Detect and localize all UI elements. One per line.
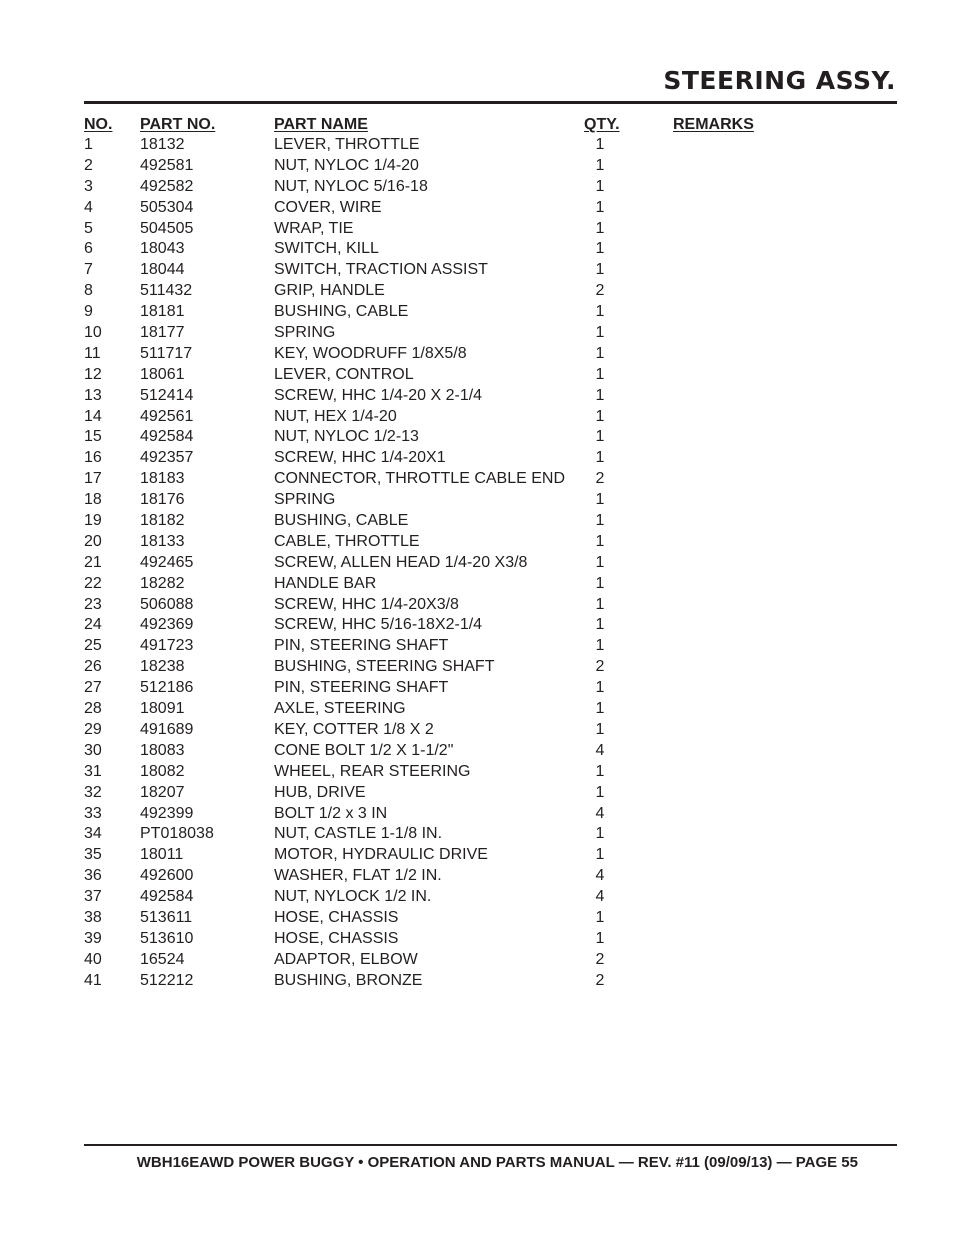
quantity-cell: 1: [595, 198, 605, 216]
part-id-cell: 513611: [140, 908, 193, 926]
quantity-cell: 4: [595, 888, 605, 906]
page-footer: WBH16EAWD POWER BUGGY • OPERATION AND PARTS MANUAL — REV. #11 (09/09/13) — PAGE 55: [136, 1154, 858, 1171]
quantity-cell: 1: [595, 929, 605, 947]
part-name-cell: CABLE, THROTTLE: [274, 532, 420, 550]
part-name-cell: SPRING: [274, 324, 336, 342]
part-name-cell: BUSHING, STEERING SHAFT: [274, 658, 495, 676]
quantity-cell: 2: [595, 282, 605, 300]
quantity-cell: 4: [595, 804, 605, 822]
part-id-cell: 492584: [140, 428, 194, 446]
part-id-cell: 492465: [140, 553, 194, 571]
part-number-cell: 6: [84, 240, 93, 258]
part-number-cell: 13: [84, 386, 102, 404]
part-name-cell: HOSE, CHASSIS: [274, 908, 399, 926]
quantity-cell: 1: [595, 637, 605, 655]
part-id-cell: 491723: [140, 637, 194, 655]
part-name-cell: LEVER, THROTTLE: [274, 136, 420, 153]
table-row: [0, 928, 954, 949]
table-row: [0, 782, 954, 803]
part-name-cell: SCREW, ALLEN HEAD 1/4-20 X3/8: [274, 553, 528, 571]
table-row: [0, 510, 954, 531]
quantity-cell: 2: [595, 971, 605, 989]
table-row: [0, 176, 954, 197]
table-row: [0, 259, 954, 280]
table-row: [0, 468, 954, 489]
quantity-cell: 1: [595, 156, 605, 174]
header-remarks: REMARKS: [673, 116, 754, 133]
part-name-cell: NUT, NYLOC 1/2-13: [274, 428, 419, 446]
quantity-cell: 1: [595, 532, 605, 550]
part-name-cell: PIN, STEERING SHAFT: [274, 679, 449, 697]
part-id-cell: 18177: [140, 324, 185, 342]
part-name-cell: HANDLE BAR: [274, 574, 377, 592]
part-id-cell: 18132: [140, 136, 185, 153]
part-id-cell: 18043: [140, 240, 185, 258]
part-number-cell: 11: [84, 344, 101, 362]
part-number-cell: 40: [84, 950, 102, 968]
part-id-cell: 18082: [140, 762, 185, 780]
part-name-cell: WASHER, FLAT 1/2 IN.: [274, 867, 442, 885]
quantity-cell: 1: [595, 553, 605, 571]
part-id-cell: 18061: [140, 365, 185, 383]
quantity-cell: 1: [595, 783, 605, 801]
table-row: [0, 635, 954, 656]
quantity-cell: 2: [595, 950, 605, 968]
part-id-cell: 18011: [140, 846, 184, 864]
part-number-cell: 29: [84, 720, 102, 738]
part-number-cell: 41: [84, 971, 102, 989]
table-row: [0, 719, 954, 740]
part-name-cell: HUB, DRIVE: [274, 783, 366, 801]
part-name-cell: NUT, CASTLE 1-1/8 IN.: [274, 825, 443, 843]
quantity-cell: 1: [595, 491, 605, 509]
table-row: [0, 823, 954, 844]
part-number-cell: 15: [84, 428, 102, 446]
part-number-cell: 37: [84, 888, 102, 906]
part-id-cell: 511717: [140, 344, 193, 362]
quantity-cell: 1: [595, 616, 605, 634]
part-name-cell: BUSHING, CABLE: [274, 512, 409, 530]
part-name-cell: KEY, COTTER 1/8 X 2: [274, 720, 434, 738]
part-id-cell: 513610: [140, 929, 194, 947]
table-row: [0, 907, 954, 928]
quantity-cell: 1: [595, 720, 605, 738]
table-row: [0, 761, 954, 782]
quantity-cell: 1: [595, 303, 605, 321]
part-name-cell: SCREW, HHC 1/4-20 X 2-1/4: [274, 386, 483, 404]
part-number-cell: 10: [84, 324, 102, 342]
part-name-cell: NUT, NYLOC 5/16-18: [274, 177, 428, 195]
part-name-cell: NUT, HEX 1/4-20: [274, 407, 397, 425]
part-number-cell: 18: [84, 491, 102, 509]
part-name-cell: WHEEL, REAR STEERING: [274, 762, 471, 780]
table-row: [0, 406, 954, 427]
part-id-cell: 504505: [140, 219, 194, 237]
parts-list: [0, 134, 954, 991]
part-name-cell: KEY, WOODRUFF 1/8X5/8: [274, 344, 467, 362]
part-number-cell: 7: [84, 261, 93, 279]
quantity-cell: 1: [595, 762, 605, 780]
part-id-cell: 512186: [140, 679, 194, 697]
part-number-cell: 30: [84, 741, 102, 759]
quantity-cell: 1: [595, 428, 605, 446]
part-name-cell: MOTOR, HYDRAULIC DRIVE: [274, 846, 488, 864]
table-row: [0, 364, 954, 385]
part-name-cell: AXLE, STEERING: [274, 700, 406, 718]
table-row: [0, 280, 954, 301]
part-name-cell: SWITCH, KILL: [274, 240, 379, 258]
quantity-cell: 2: [595, 470, 605, 488]
table-row: [0, 155, 954, 176]
part-number-cell: 31: [84, 762, 102, 780]
part-number-cell: 2: [84, 156, 93, 174]
part-id-cell: 18282: [140, 574, 185, 592]
table-row: [0, 238, 954, 259]
table-row: [0, 970, 954, 991]
quantity-cell: 1: [595, 679, 605, 697]
part-number-cell: 16: [84, 449, 102, 467]
table-row: [0, 385, 954, 406]
quantity-cell: 1: [595, 700, 605, 718]
table-row: [0, 886, 954, 907]
part-name-cell: BOLT 1/2 x 3 IN: [274, 804, 388, 822]
part-id-cell: 18207: [140, 783, 185, 801]
part-number-cell: 32: [84, 783, 102, 801]
part-id-cell: 512212: [140, 971, 194, 989]
table-row: [0, 197, 954, 218]
part-number-cell: 33: [84, 804, 102, 822]
part-number-cell: 14: [84, 407, 102, 425]
quantity-cell: 1: [595, 386, 605, 404]
table-row: [0, 322, 954, 343]
table-row: [0, 426, 954, 447]
part-number-cell: 17: [84, 470, 102, 488]
part-number-cell: 9: [84, 303, 93, 321]
part-number-cell: 12: [84, 365, 102, 383]
part-name-cell: NUT, NYLOCK 1/2 IN.: [274, 888, 432, 906]
table-row: [0, 594, 954, 615]
part-number-cell: 24: [84, 616, 102, 634]
part-name-cell: SCREW, HHC 1/4-20X1: [274, 449, 446, 467]
part-id-cell: 505304: [140, 198, 194, 216]
part-id-cell: 18091: [140, 700, 185, 718]
part-id-cell: 492561: [140, 407, 194, 425]
quantity-cell: 4: [595, 867, 605, 885]
part-number-cell: 8: [84, 282, 93, 300]
part-id-cell: 16524: [140, 950, 185, 968]
part-id-cell: 511432: [140, 282, 193, 300]
table-row: [0, 656, 954, 677]
table-row: [0, 949, 954, 970]
part-name-cell: ADAPTOR, ELBOW: [274, 950, 418, 968]
table-row: [0, 740, 954, 761]
table-row: [0, 865, 954, 886]
quantity-cell: 1: [595, 261, 605, 279]
part-id-cell: 18238: [140, 658, 185, 676]
part-number-cell: 27: [84, 679, 102, 697]
part-id-cell: 492600: [140, 867, 194, 885]
part-name-cell: BUSHING, BRONZE: [274, 971, 423, 989]
quantity-cell: 4: [595, 741, 605, 759]
part-id-cell: 492399: [140, 804, 194, 822]
quantity-cell: 1: [595, 846, 605, 864]
quantity-cell: 1: [595, 324, 605, 342]
quantity-cell: 1: [595, 908, 605, 926]
table-row: [0, 218, 954, 239]
quantity-cell: 1: [595, 512, 605, 530]
table-row: [0, 677, 954, 698]
part-number-cell: 34: [84, 825, 102, 843]
table-row: [0, 573, 954, 594]
table-row: [0, 531, 954, 552]
part-number-cell: 20: [84, 532, 102, 550]
part-id-cell: 492357: [140, 449, 194, 467]
part-number-cell: 38: [84, 908, 102, 926]
table-row: [0, 844, 954, 865]
part-name-cell: CONNECTOR, THROTTLE CABLE END: [274, 470, 566, 488]
table-header: [0, 114, 954, 135]
quantity-cell: 1: [595, 407, 605, 425]
part-name-cell: LEVER, CONTROL: [274, 365, 414, 383]
part-id-cell: 512414: [140, 386, 194, 404]
quantity-cell: 1: [595, 136, 605, 153]
quantity-cell: 1: [595, 240, 605, 258]
quantity-cell: 1: [595, 219, 605, 237]
part-id-cell: 492584: [140, 888, 194, 906]
part-id-cell: 18176: [140, 491, 185, 509]
part-name-cell: WRAP, TIE: [274, 219, 354, 237]
quantity-cell: 1: [595, 449, 605, 467]
part-name-cell: NUT, NYLOC 1/4-20: [274, 156, 419, 174]
part-name-cell: HOSE, CHASSIS: [274, 929, 399, 947]
page-title: STEERING ASSY.: [663, 66, 896, 95]
part-id-cell: 492581: [140, 156, 194, 174]
part-number-cell: 4: [84, 198, 93, 216]
table-row: [0, 803, 954, 824]
part-name-cell: SWITCH, TRACTION ASSIST: [274, 261, 488, 279]
table-row: [0, 134, 954, 155]
part-id-cell: 492582: [140, 177, 194, 195]
part-name-cell: SCREW, HHC 1/4-20X3/8: [274, 595, 459, 613]
part-number-cell: 21: [84, 553, 102, 571]
footer-rule: [84, 1144, 897, 1146]
table-row: [0, 343, 954, 364]
part-number-cell: 23: [84, 595, 102, 613]
part-name-cell: SPRING: [274, 491, 336, 509]
part-number-cell: 25: [84, 637, 102, 655]
quantity-cell: 1: [595, 825, 605, 843]
quantity-cell: 1: [595, 344, 605, 362]
part-id-cell: 506088: [140, 595, 194, 613]
part-number-cell: 5: [84, 219, 93, 237]
quantity-cell: 1: [595, 365, 605, 383]
part-id-cell: 18183: [140, 470, 185, 488]
quantity-cell: 1: [595, 574, 605, 592]
table-row: [0, 489, 954, 510]
table-row: [0, 698, 954, 719]
part-name-cell: COVER, WIRE: [274, 198, 382, 216]
title-rule: [84, 101, 897, 104]
quantity-cell: 1: [595, 595, 605, 613]
part-id-cell: 18044: [140, 261, 185, 279]
part-id-cell: 491689: [140, 720, 194, 738]
header-part-name: PART NAME: [274, 116, 368, 133]
part-id-cell: 18083: [140, 741, 185, 759]
part-id-cell: PT018038: [140, 825, 214, 843]
part-name-cell: GRIP, HANDLE: [274, 282, 385, 300]
part-number-cell: 3: [84, 177, 93, 195]
part-number-cell: 35: [84, 846, 102, 864]
part-name-cell: BUSHING, CABLE: [274, 303, 409, 321]
part-id-cell: 18133: [140, 532, 185, 550]
header-part-no: PART NO.: [140, 116, 216, 133]
table-row: [0, 447, 954, 468]
part-id-cell: 18181: [140, 303, 185, 321]
part-number-cell: 36: [84, 867, 102, 885]
part-name-cell: CONE BOLT 1/2 X 1-1/2": [274, 741, 454, 759]
part-number-cell: 26: [84, 658, 102, 676]
part-number-cell: 1: [84, 136, 93, 153]
header-qty: QTY.: [584, 116, 620, 133]
part-number-cell: 28: [84, 700, 102, 718]
part-id-cell: 492369: [140, 616, 194, 634]
part-id-cell: 18182: [140, 512, 185, 530]
table-row: [0, 301, 954, 322]
part-name-cell: PIN, STEERING SHAFT: [274, 637, 449, 655]
quantity-cell: 1: [595, 177, 605, 195]
part-number-cell: 19: [84, 512, 102, 530]
part-name-cell: SCREW, HHC 5/16-18X2-1/4: [274, 616, 483, 634]
table-row: [0, 614, 954, 635]
quantity-cell: 2: [595, 658, 605, 676]
part-number-cell: 39: [84, 929, 102, 947]
header-no: NO.: [84, 116, 113, 133]
table-row: [0, 552, 954, 573]
part-number-cell: 22: [84, 574, 102, 592]
